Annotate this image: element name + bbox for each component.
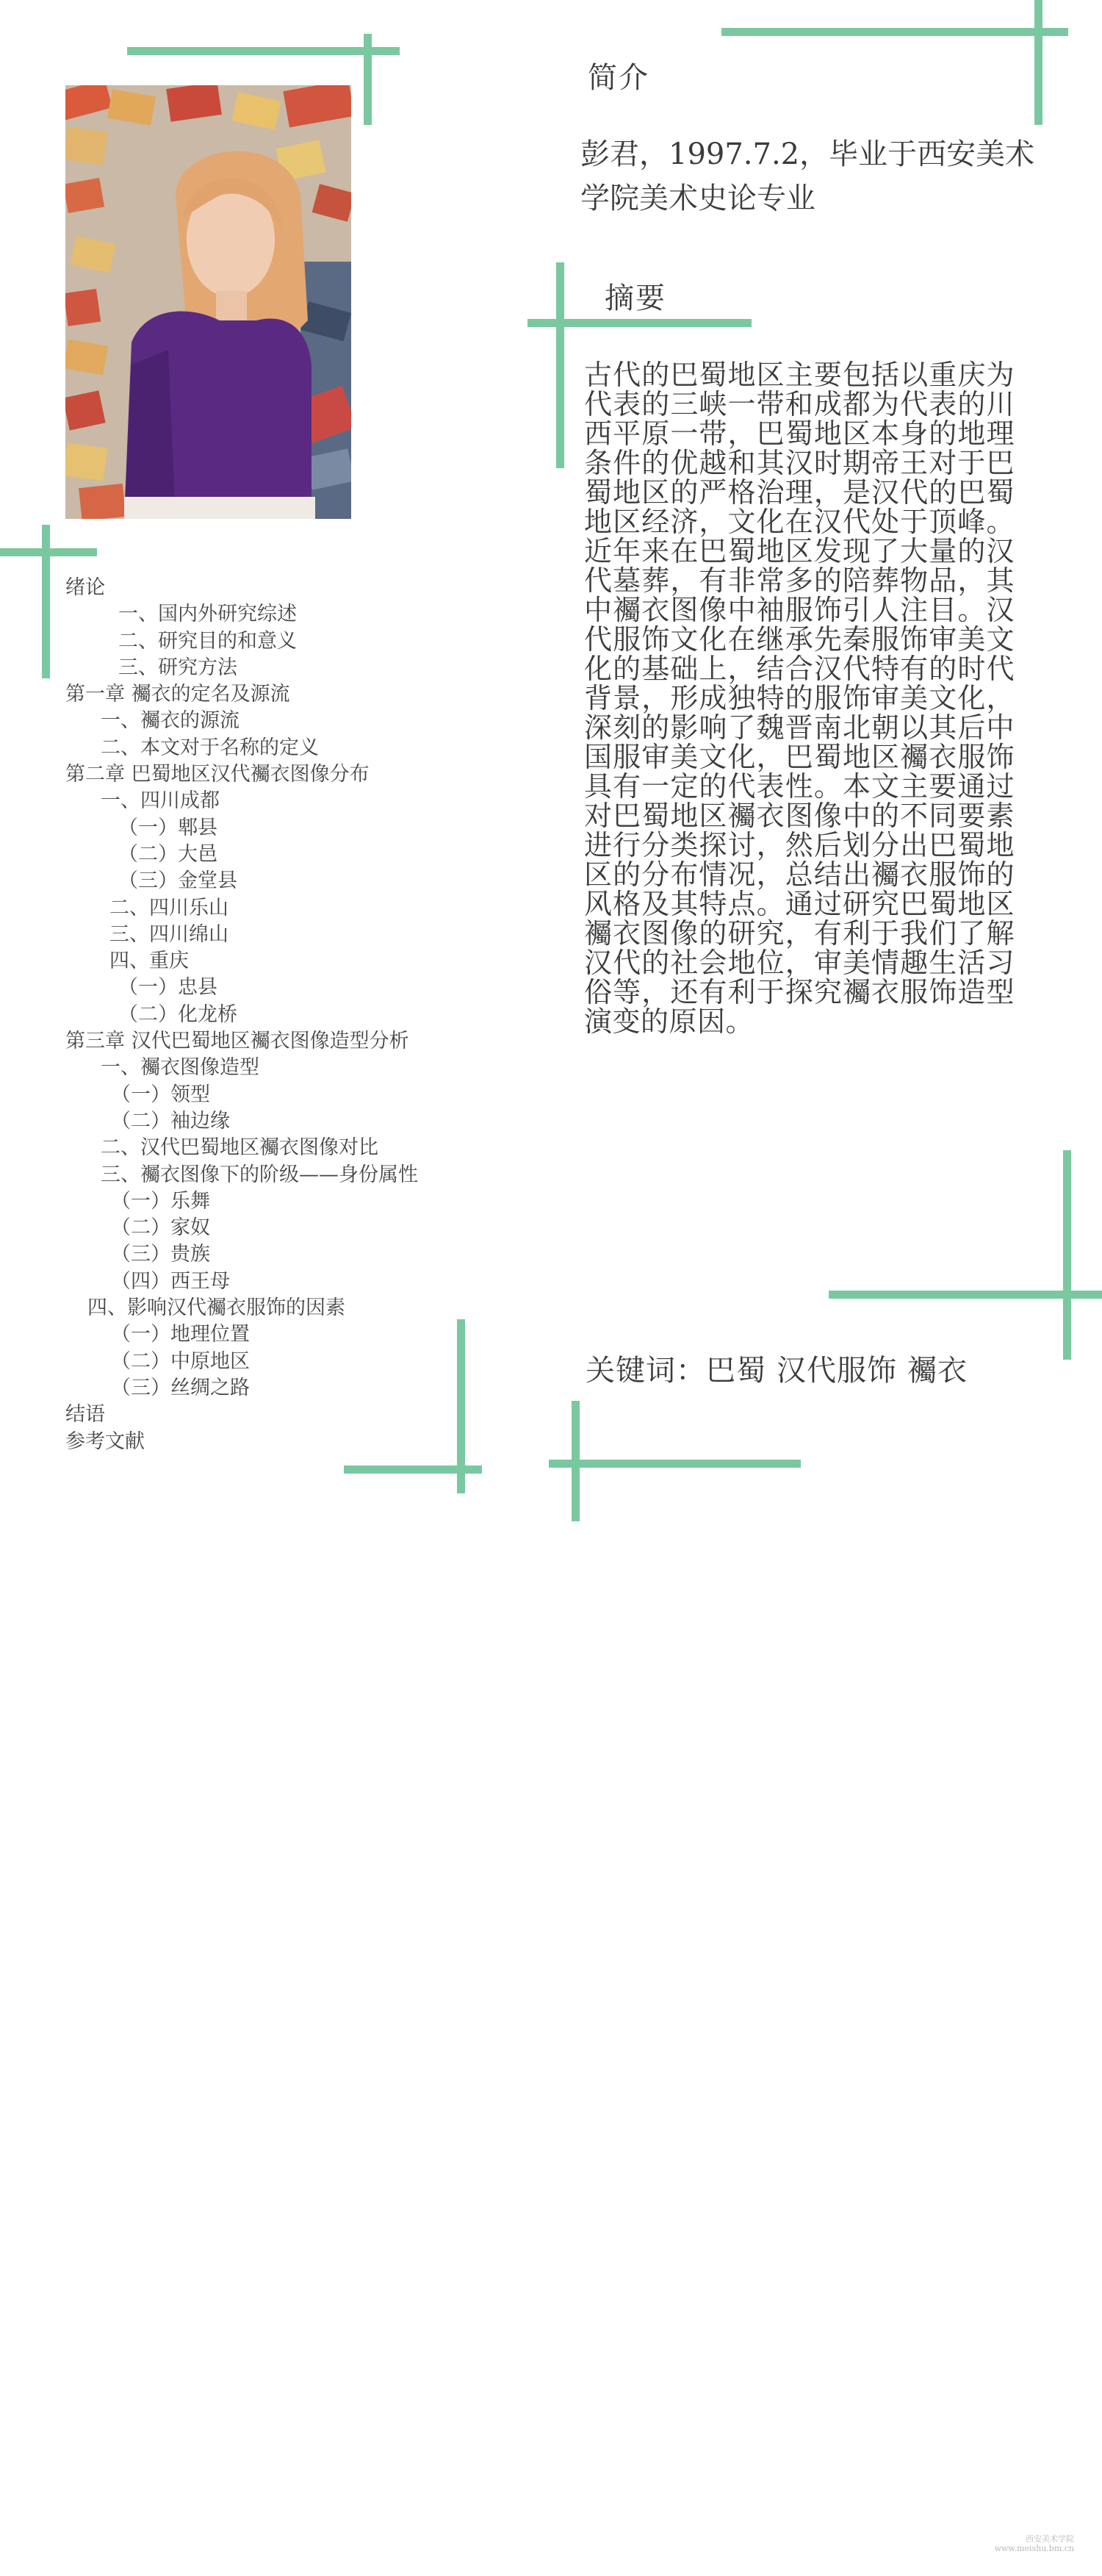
toc-item: （三）丝绸之路 xyxy=(111,1376,250,1399)
toc-item: （二）大邑 xyxy=(118,842,217,866)
toc-item: 第二章 巴蜀地区汉代䙱衣图像分布 xyxy=(65,763,370,786)
toc-item: 三、四川绵山 xyxy=(109,922,228,946)
decor-line xyxy=(127,47,400,55)
decor-line xyxy=(1063,1150,1071,1360)
keywords-label: 关键词： xyxy=(586,1354,706,1388)
toc-item: （一）郫县 xyxy=(118,816,217,839)
toc-item: （三）贵族 xyxy=(111,1243,210,1266)
toc-item: 参考文献 xyxy=(65,1429,145,1453)
toc-item: 三、䙱衣图像下的阶级——身份属性 xyxy=(101,1163,418,1186)
toc-item: 一、国内外研究综述 xyxy=(118,603,297,626)
intro-heading: 简介 xyxy=(588,61,649,95)
toc-item: 结语 xyxy=(65,1403,105,1427)
watermark xyxy=(964,2534,1074,2553)
toc-item: （二）中原地区 xyxy=(111,1349,250,1373)
toc-item: （四）西王母 xyxy=(111,1269,230,1293)
toc-item: 二、汉代巴蜀地区䙱衣图像对比 xyxy=(101,1136,378,1160)
toc-item: 一、䙱衣图像造型 xyxy=(101,1056,259,1080)
toc-item: （二）袖边缘 xyxy=(111,1109,230,1133)
decor-line xyxy=(1034,0,1042,125)
toc-item: 第一章 䙱衣的定名及源流 xyxy=(65,683,290,706)
decor-line xyxy=(572,1401,580,1521)
abstract-heading: 摘要 xyxy=(605,281,666,315)
portrait-photo xyxy=(65,85,351,519)
decor-line xyxy=(549,1460,801,1468)
toc-item: 第三章 汉代巴蜀地区䙱衣图像造型分析 xyxy=(65,1030,409,1053)
toc-item: 绪论 xyxy=(65,576,105,599)
keyword-item: 汉代服饰 xyxy=(777,1354,897,1388)
decor-line xyxy=(364,34,372,125)
toc-item: 二、四川乐山 xyxy=(109,896,228,919)
toc-item: （一）忠县 xyxy=(118,976,217,1000)
toc-item: （三）金堂县 xyxy=(118,869,237,893)
intro-text: 彭君，1997.7.2，毕业于西安美术学院美术史论专业 xyxy=(580,137,1035,215)
toc-item: 四、影响汉代䙱衣服饰的因素 xyxy=(87,1296,345,1320)
toc-item: 二、研究目的和意义 xyxy=(118,629,297,653)
decor-line xyxy=(829,1291,1102,1299)
toc-item: 一、四川成都 xyxy=(101,789,220,813)
table-of-contents xyxy=(65,575,521,1455)
watermark-line: 西安美术学院 xyxy=(1026,2534,1074,2544)
decor-line xyxy=(42,525,50,678)
toc-item: （一）领型 xyxy=(111,1083,210,1106)
abstract-text: 古代的巴蜀地区主要包括以重庆为代表的三峡一带和成都为代表的川西平原一带，巴蜀地区本身的地理条件的优越和其汉时期帝王对于巴蜀地区的严格治理，是汉代的巴蜀地区经济，文化在汉代处于顶峰。近年来在巴蜀地区发现了大量的汉代墓葬，有非常多的陪葬物品，其中䙱衣图像中袖服饰引人注目。汉代服饰文化在继承先秦服饰审美文化的基础上，结合汉代特有的时代背景，形成独特的服饰审美文化，深刻的影响了魏晋南北朝以其后中国服审美文化，巴蜀地区䙱衣服饰具有一定的代表性。本文主要通过对巴蜀地区䙱衣图像中的不同要素进行分类探讨，然后划分出巴蜀地区的分布情况，总结出䙱衣服饰的风格及其特点。通过研究巴蜀地区䙱衣图像的研究，有利于我们了解汉代的社会地位，审美情趣生活习俗等，还有利于探究䙱衣服饰造型演变的原因。 xyxy=(584,359,1015,1038)
keyword-item: 䙱衣 xyxy=(907,1354,968,1388)
toc-item: 三、研究方法 xyxy=(118,656,237,679)
keyword-item: 巴蜀 xyxy=(706,1354,766,1388)
toc-item: （二）家奴 xyxy=(111,1216,210,1240)
keywords-line xyxy=(586,1347,978,1389)
toc-item: （一）地理位置 xyxy=(111,1323,250,1346)
toc-item: 二、本文对于名称的定义 xyxy=(101,736,319,759)
decor-line xyxy=(556,262,564,468)
toc-item: 一、䙱衣的源流 xyxy=(101,709,240,733)
toc-item: （一）乐舞 xyxy=(111,1189,210,1213)
decor-line xyxy=(721,28,1068,36)
toc-item: （二）化龙桥 xyxy=(118,1002,237,1026)
watermark-line: www.meishu.bm.cn xyxy=(994,2544,1074,2553)
toc-item: 四、重庆 xyxy=(109,950,189,973)
